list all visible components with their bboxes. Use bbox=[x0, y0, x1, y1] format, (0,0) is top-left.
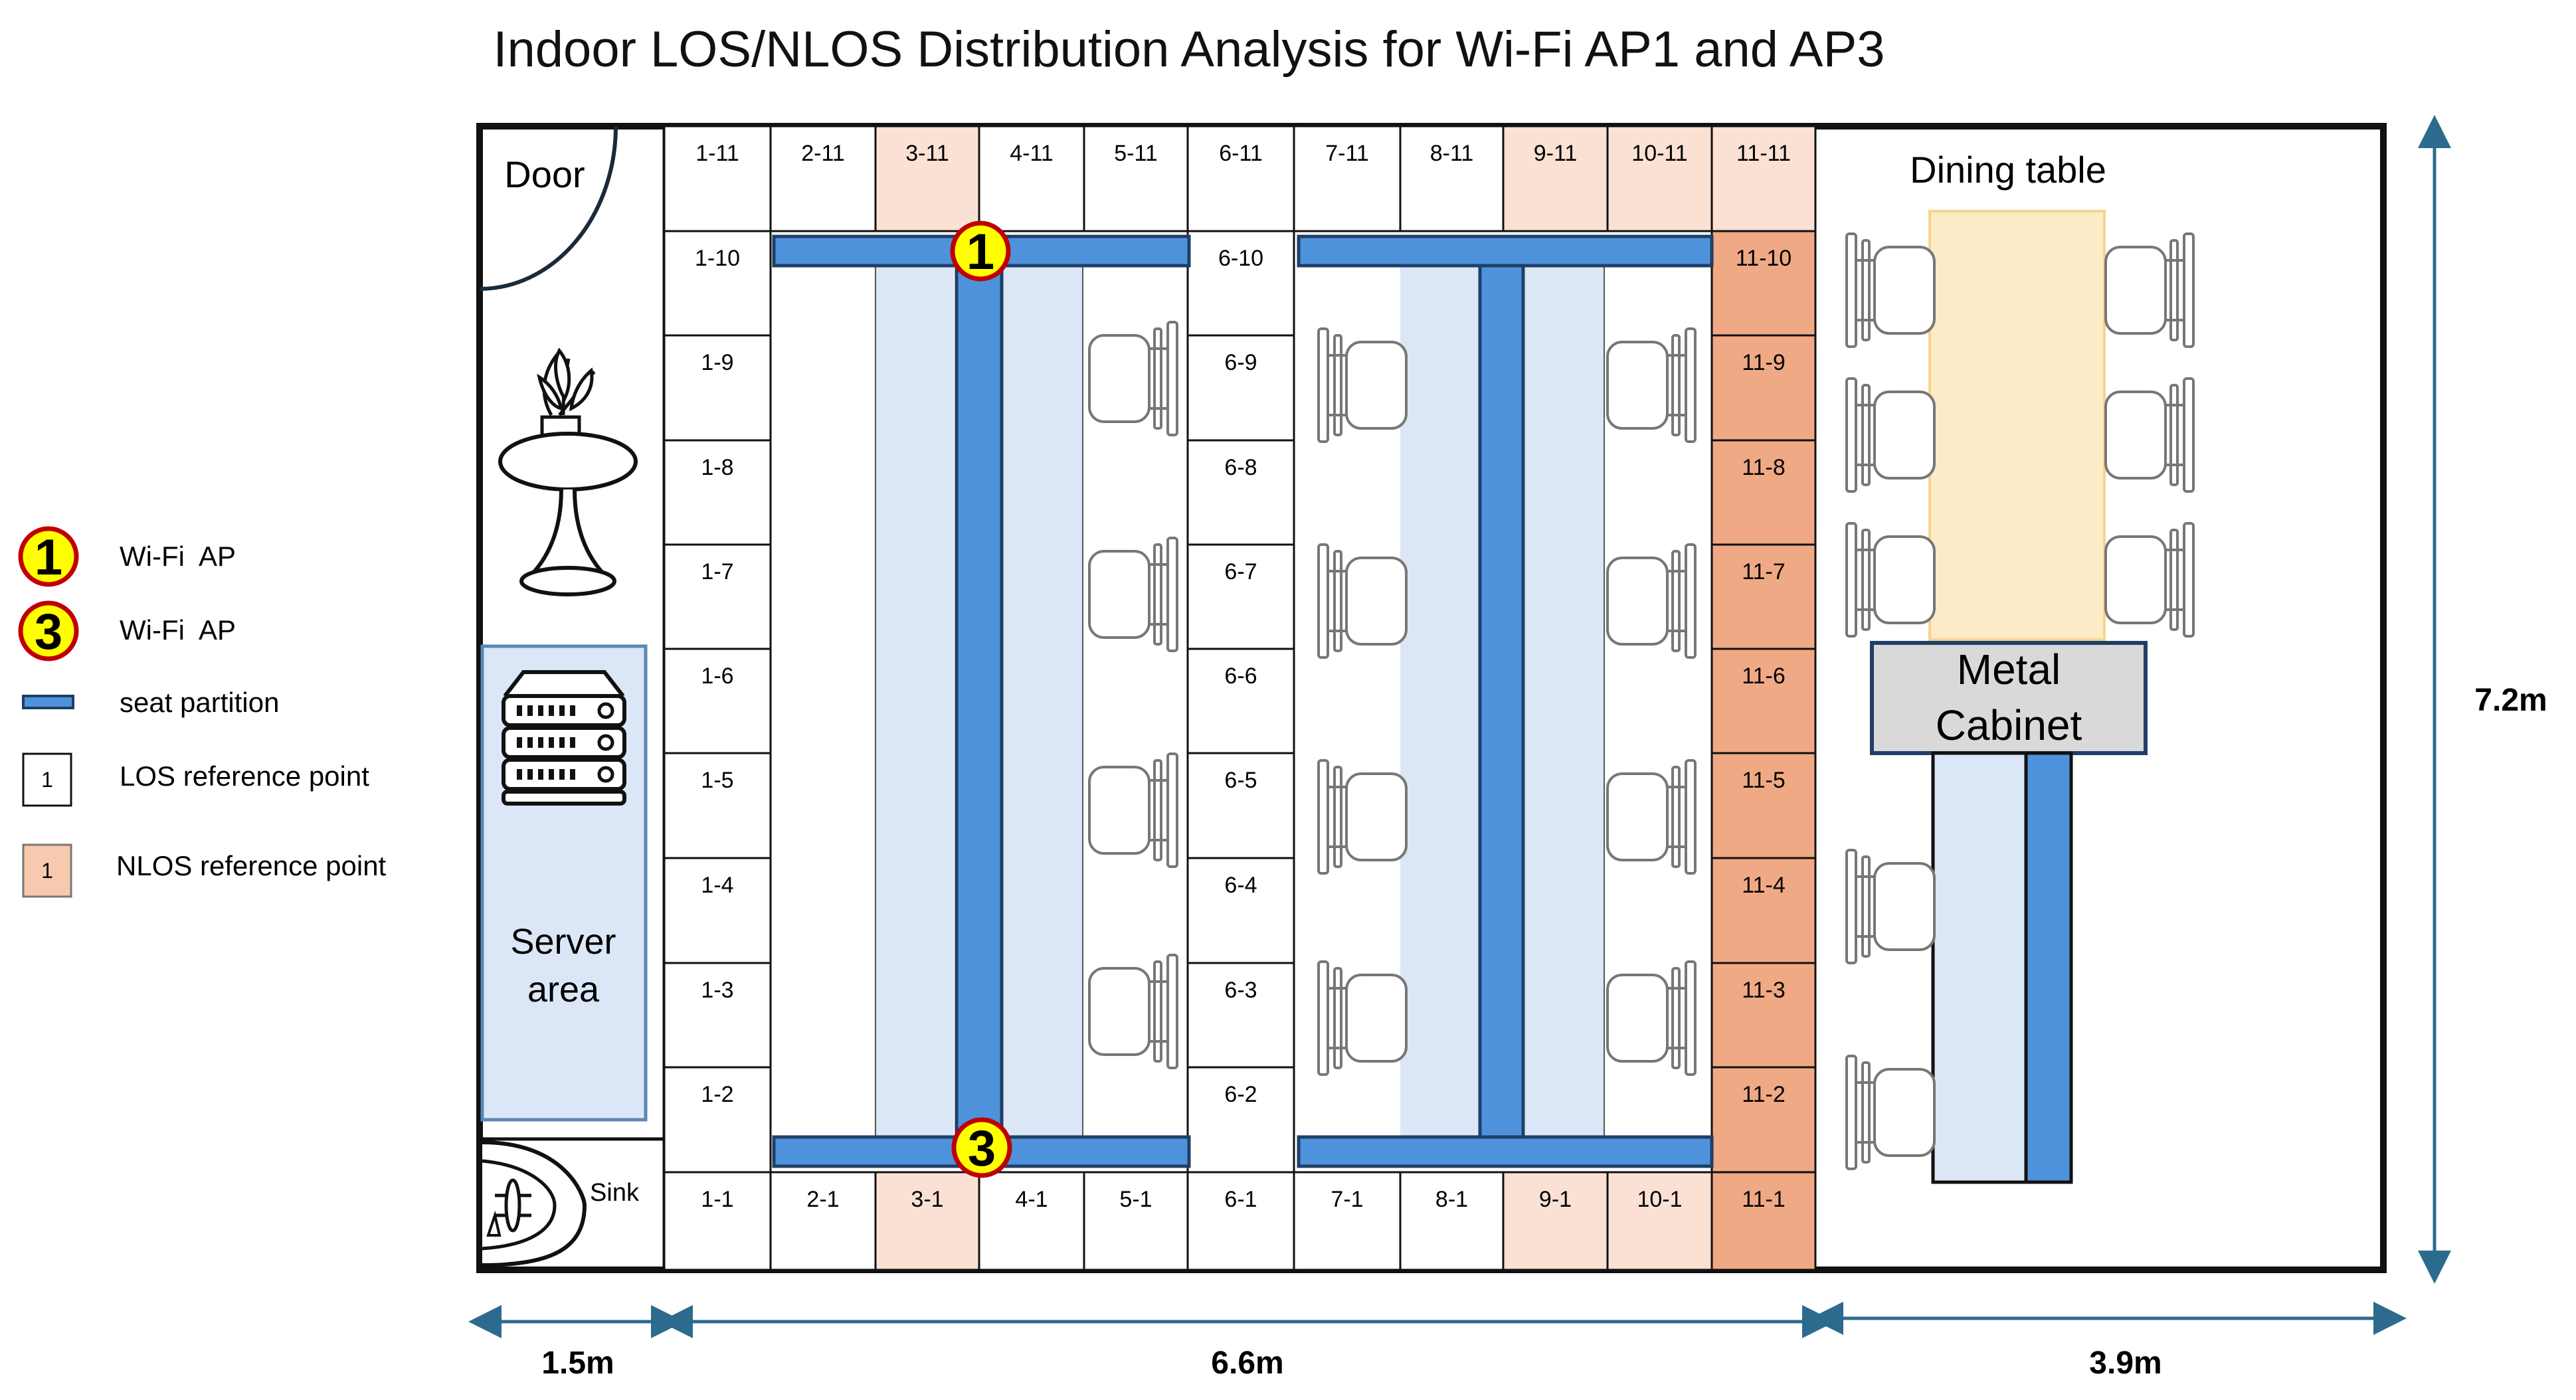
ref-point-label: 1-5 bbox=[701, 768, 734, 793]
floor-plan bbox=[480, 126, 2383, 1270]
dining-table bbox=[1930, 211, 2104, 640]
server-area-label-line2: area bbox=[527, 970, 600, 1009]
ap1-marker: 1 bbox=[966, 224, 995, 280]
legend-ap1 bbox=[21, 529, 236, 586]
server-area bbox=[482, 646, 646, 1120]
ref-point-label: 11-4 bbox=[1742, 873, 1786, 898]
ref-point-label: 2-11 bbox=[801, 141, 845, 166]
legend-partition bbox=[23, 687, 279, 718]
ref-point-label: 1-11 bbox=[695, 141, 739, 166]
desk-block bbox=[875, 266, 954, 1137]
server-rack-icon bbox=[504, 672, 624, 804]
los-legend-label: LOS reference point bbox=[120, 760, 369, 792]
dimension-width-mid: 6.6m bbox=[1211, 1346, 1284, 1381]
ref-point-label: 11-11 bbox=[1736, 141, 1791, 166]
ap3-legend-marker: 3 bbox=[34, 604, 63, 660]
ref-point-label: 1-7 bbox=[701, 559, 734, 584]
ref-point-label: 11-7 bbox=[1742, 559, 1786, 584]
diagram-title: Indoor LOS/NLOS Distribution Analysis for Wi-Fi AP1 and AP3 bbox=[493, 21, 1885, 78]
ref-point-label: 9-11 bbox=[1533, 141, 1578, 166]
ref-point-label: 11-2 bbox=[1742, 1082, 1786, 1107]
legend-ap3 bbox=[21, 603, 236, 660]
dimension-height: 7.2m bbox=[2474, 683, 2547, 718]
nlos-legend-label: NLOS reference point bbox=[116, 850, 387, 881]
ref-point-label: 5-1 bbox=[1119, 1187, 1152, 1212]
legend-los bbox=[23, 754, 369, 806]
ref-point-label: 10-1 bbox=[1637, 1187, 1683, 1212]
ref-point-label: 6-5 bbox=[1224, 768, 1257, 793]
ref-point-label: 3-11 bbox=[905, 141, 949, 166]
legend bbox=[21, 529, 387, 897]
door-label: Door bbox=[504, 153, 585, 195]
ref-point-label: 11-1 bbox=[1742, 1187, 1786, 1212]
ref-point-label: 1-10 bbox=[694, 246, 741, 271]
access-point-1 bbox=[953, 223, 1008, 280]
seat-partition bbox=[2026, 753, 2071, 1182]
ref-point-label: 6-6 bbox=[1224, 663, 1257, 689]
seat-partition bbox=[1480, 266, 1523, 1137]
ref-point-label: 11-10 bbox=[1735, 246, 1792, 271]
ref-point-label: 6-11 bbox=[1219, 141, 1263, 166]
ref-point-label: 6-1 bbox=[1224, 1187, 1257, 1212]
ref-point-label: 10-11 bbox=[1631, 141, 1688, 166]
desk-block bbox=[1933, 753, 2026, 1182]
seat-partition bbox=[957, 266, 1002, 1137]
seat-partition bbox=[1299, 236, 1712, 266]
ref-point-label: 2-1 bbox=[806, 1187, 840, 1212]
los-legend-marker: 1 bbox=[41, 768, 53, 792]
ref-point-label: 6-9 bbox=[1224, 350, 1257, 375]
ref-point-label: 8-1 bbox=[1435, 1187, 1469, 1212]
ref-point-label: 6-3 bbox=[1224, 978, 1257, 1003]
metal-cabinet bbox=[1872, 643, 2146, 753]
dimension-width-right: 3.9m bbox=[2089, 1346, 2162, 1381]
ref-point-label: 11-8 bbox=[1742, 455, 1786, 480]
ref-point-label: 6-10 bbox=[1218, 246, 1264, 271]
ref-point-label: 6-4 bbox=[1224, 873, 1257, 898]
ref-point-label: 1-1 bbox=[701, 1187, 734, 1212]
ref-point-label: 8-11 bbox=[1429, 141, 1474, 166]
ref-point-label: 1-4 bbox=[701, 873, 734, 898]
ref-point-label: 7-1 bbox=[1331, 1187, 1364, 1212]
ref-point-label: 1-8 bbox=[701, 455, 734, 480]
ref-point-label: 1-3 bbox=[701, 978, 734, 1003]
ref-point-label: 11-3 bbox=[1742, 978, 1786, 1003]
sink-label: Sink bbox=[590, 1179, 639, 1207]
desk-block bbox=[1003, 266, 1083, 1137]
ref-point-label: 7-11 bbox=[1325, 141, 1369, 166]
server-area-label-line1: Server bbox=[510, 922, 616, 962]
nlos-legend-marker: 1 bbox=[41, 859, 53, 883]
ap1-legend-marker: 1 bbox=[34, 529, 63, 586]
ref-point-label: 4-11 bbox=[1010, 141, 1054, 166]
ref-point-label: 6-2 bbox=[1224, 1082, 1257, 1107]
ref-point-label: 6-7 bbox=[1224, 559, 1257, 584]
dining-table-label: Dining table bbox=[1910, 149, 2106, 191]
partition-legend-icon bbox=[23, 696, 73, 708]
ref-point-label: 1-6 bbox=[701, 663, 734, 689]
ref-point-label: 11-6 bbox=[1742, 663, 1786, 689]
seat-partition bbox=[1299, 1137, 1712, 1166]
ref-point-label: 1-9 bbox=[701, 350, 734, 375]
legend-nlos bbox=[23, 845, 387, 897]
ref-point-label: 9-1 bbox=[1538, 1187, 1572, 1212]
partition-legend-label: seat partition bbox=[120, 687, 280, 718]
ref-point-label: 1-2 bbox=[701, 1082, 734, 1107]
ap1-legend-label: Wi-Fi AP bbox=[120, 541, 236, 572]
access-point-3 bbox=[954, 1120, 1010, 1177]
desk-block bbox=[1400, 266, 1479, 1137]
dimension-width-left: 1.5m bbox=[541, 1346, 614, 1381]
ref-point-label: 11-9 bbox=[1742, 350, 1786, 375]
ref-point-label: 6-8 bbox=[1224, 455, 1257, 480]
cabinet-label-line2: Cabinet bbox=[1935, 701, 2082, 749]
cabinet-label-line1: Metal bbox=[1956, 646, 2061, 693]
ref-point-label: 4-1 bbox=[1015, 1187, 1048, 1212]
ap3-legend-label: Wi-Fi AP bbox=[120, 614, 236, 646]
ref-point-label: 5-11 bbox=[1114, 141, 1158, 166]
desk-block bbox=[1524, 266, 1604, 1137]
ap3-marker: 3 bbox=[967, 1120, 996, 1177]
ref-point-label: 11-5 bbox=[1742, 768, 1786, 793]
ref-point-label: 3-1 bbox=[911, 1187, 944, 1212]
